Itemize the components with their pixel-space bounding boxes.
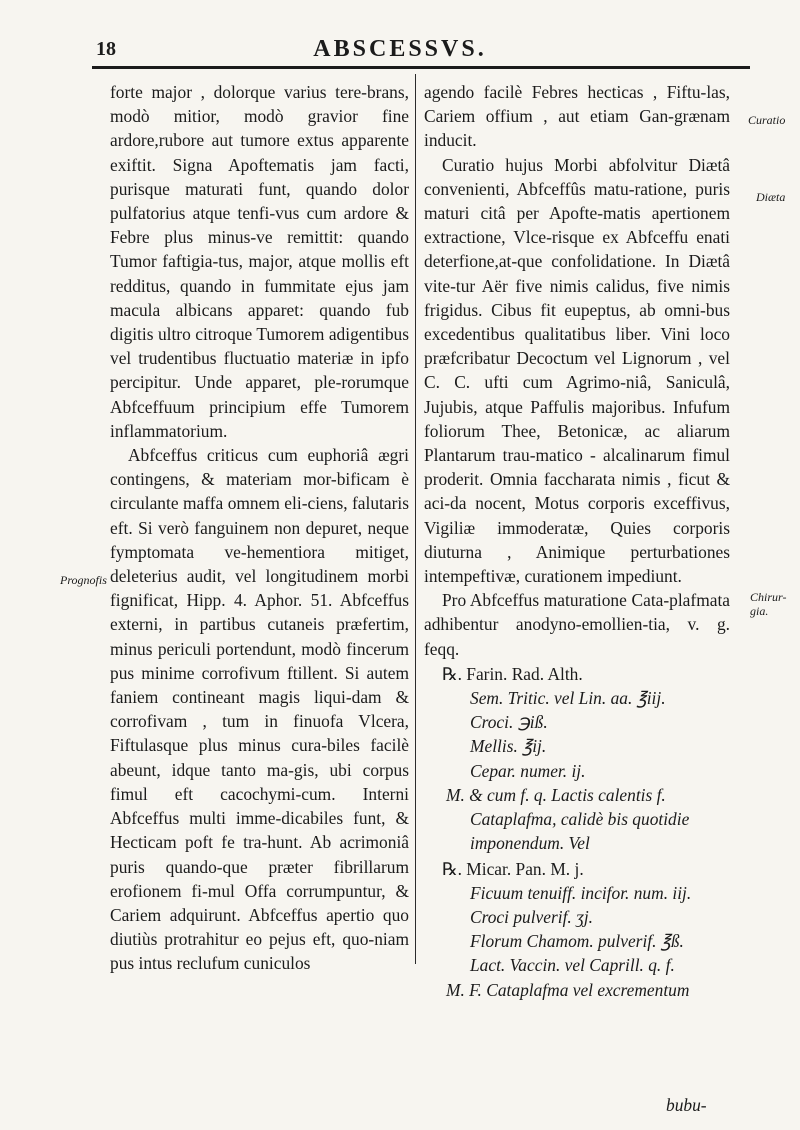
running-head: ABSCESSVS. bbox=[313, 36, 487, 62]
paragraph: Curatio hujus Morbi abfolvitur Diætâ convenienti, Abfceffûs matu-ratione, puris maturi citâ per Apofte-matis apertionem extractione, Vlce-risque ex Abfceffu enati deterfione,at-que confolidatione. In Diætâ vite-tur Aër five nimis calidus, five nimis frigidus. Cibus fit eupeptus, ab omni-bus excedentibus qualitatibus liber. Vini loco præfcribatur Decoctum vel Lignorum , vel C. C. ufti cum Agrimo-niâ, Saniculâ, Jujubis, atque Paffulis majoribus. Infufum foliorum Thee, Betonicæ, ac aliarum Plantarum trau-matico - alcalinarum fimul proderit. Omnia faccharata nimis , ficut & aci-da nocent, Motus corporis exceffivus, Vigiliæ immoderatæ, Quies corporis diuturna , Animique perturbationes intempeftivæ, curationem impediunt. bbox=[424, 154, 730, 587]
left-column bbox=[110, 80, 409, 976]
margin-note-diaeta: Diæta bbox=[756, 190, 786, 204]
recipe-ingredient: Croci pulverif. ʒj. bbox=[470, 906, 593, 927]
recipe-1 bbox=[424, 662, 730, 856]
recipe-ingredient: Cepar. numer. ij. bbox=[470, 760, 586, 781]
recipe-ingredient: Florum Chamom. pulverif. ℥ß. bbox=[470, 931, 684, 952]
margin-note-chirurgia: Chirur-gia. bbox=[750, 590, 787, 618]
paragraph: forte major , dolorque varius tere-brans, modò mitior, modò gravior fine ardore,rubore aut tumore extus apparente exiftit. Signa Apoftematis jam facti, purisque maturati funt, quando dolor pulfatorius atque tenfi-vus cum ardore & Febre plus minus-ve remittit: quando Tumor faftigia-tus, major, atque mollis eft redditus, quando in fummitate ejus jam macula albicans apparet: quando fub digitis ultro citroque Tumorem adigentibus vel trudentibus fluctuatio materiæ in ipfo percipitur. Unde apparet, ple-rorumque Abfceffuum principium effe Tumorem inflammatorium. bbox=[110, 82, 409, 441]
recipe-ingredient: Ficuum tenuiff. incifor. num. iij. bbox=[470, 882, 692, 903]
column-divider bbox=[415, 74, 416, 964]
right-column bbox=[424, 80, 730, 1002]
margin-note-curatio: Curatio bbox=[748, 113, 786, 127]
page-number: 18 bbox=[96, 38, 116, 60]
recipe-mix: M. & cum f. q. Lactis calentis f. bbox=[446, 784, 666, 805]
recipe-ingredient: Lact. Vaccin. vel Caprill. q. f. bbox=[470, 955, 675, 976]
recipe-instruction: imponendum. Vel bbox=[470, 833, 590, 854]
recipe-instruction: Cataplafma, calidè bis quotidie bbox=[470, 809, 690, 830]
paragraph: Abfceffus criticus cum euphoriâ ægri contingens, & materiam mor-bificam è circulante maffa omnem eli-ciens, falutaris eft. Si verò fanguinem non depuret, neque fymptomata ve-hementiora mitiget, deleterius audit, vel longitudinem morbi fignificat, Hipp. 4. Aphor. 51. Abfceffus externi, in partibus cutaneis præfertim, minus periculi portendunt, modò fincerum pus minime corrofivum ftillent. Si autem faniem contineant magis liqui-dam & corrofivam , tum in finuofa Vlcera, Fiftulasque plus minus cura-biles facilè abeunt, idque tanto ma-gis, ubi corpus fimul eft cacochymi-cum. Interni Abfceffus multi imme-dicabiles funt, & Hecticam poft fe tra-hunt. Ab acrimoniâ puris quando-que præter fibrillarum erofionem fi-mul Offa corrumpuntur, & Cariem adquirunt. Abfceffus apertio quo diutiùs protrahitur eo pejus eft, quo-niam pus intus reclufum cuniculos bbox=[110, 445, 409, 974]
recipe-rx: ℞. Micar. Pan. M. j. bbox=[442, 858, 584, 879]
paragraph: Pro Abfceffus maturatione Cata-plafmata adhibentur anodyno-emollien-tia, v. g. feqq. bbox=[424, 590, 730, 659]
recipe-rx: ℞. Farin. Rad. Alth. bbox=[442, 663, 583, 684]
recipe-ingredient: Sem. Tritic. vel Lin. aa. ℥iij. bbox=[470, 688, 666, 709]
header-rule bbox=[92, 66, 750, 69]
catchword: bubu- bbox=[666, 1095, 707, 1115]
paragraph: agendo facilè Febres hecticas , Fiftu-las, Cariem offium , aut etiam Gan-grænam inducit. bbox=[424, 82, 730, 151]
recipe-ingredient: Croci. ℈iß. bbox=[470, 712, 548, 733]
recipe-2 bbox=[424, 857, 730, 1002]
recipe-mix: M. F. Cataplafma vel excrementum bbox=[446, 979, 690, 1000]
recipe-ingredient: Mellis. ℥ij. bbox=[470, 736, 547, 757]
margin-note-prognosis: Prognofis bbox=[60, 573, 107, 587]
